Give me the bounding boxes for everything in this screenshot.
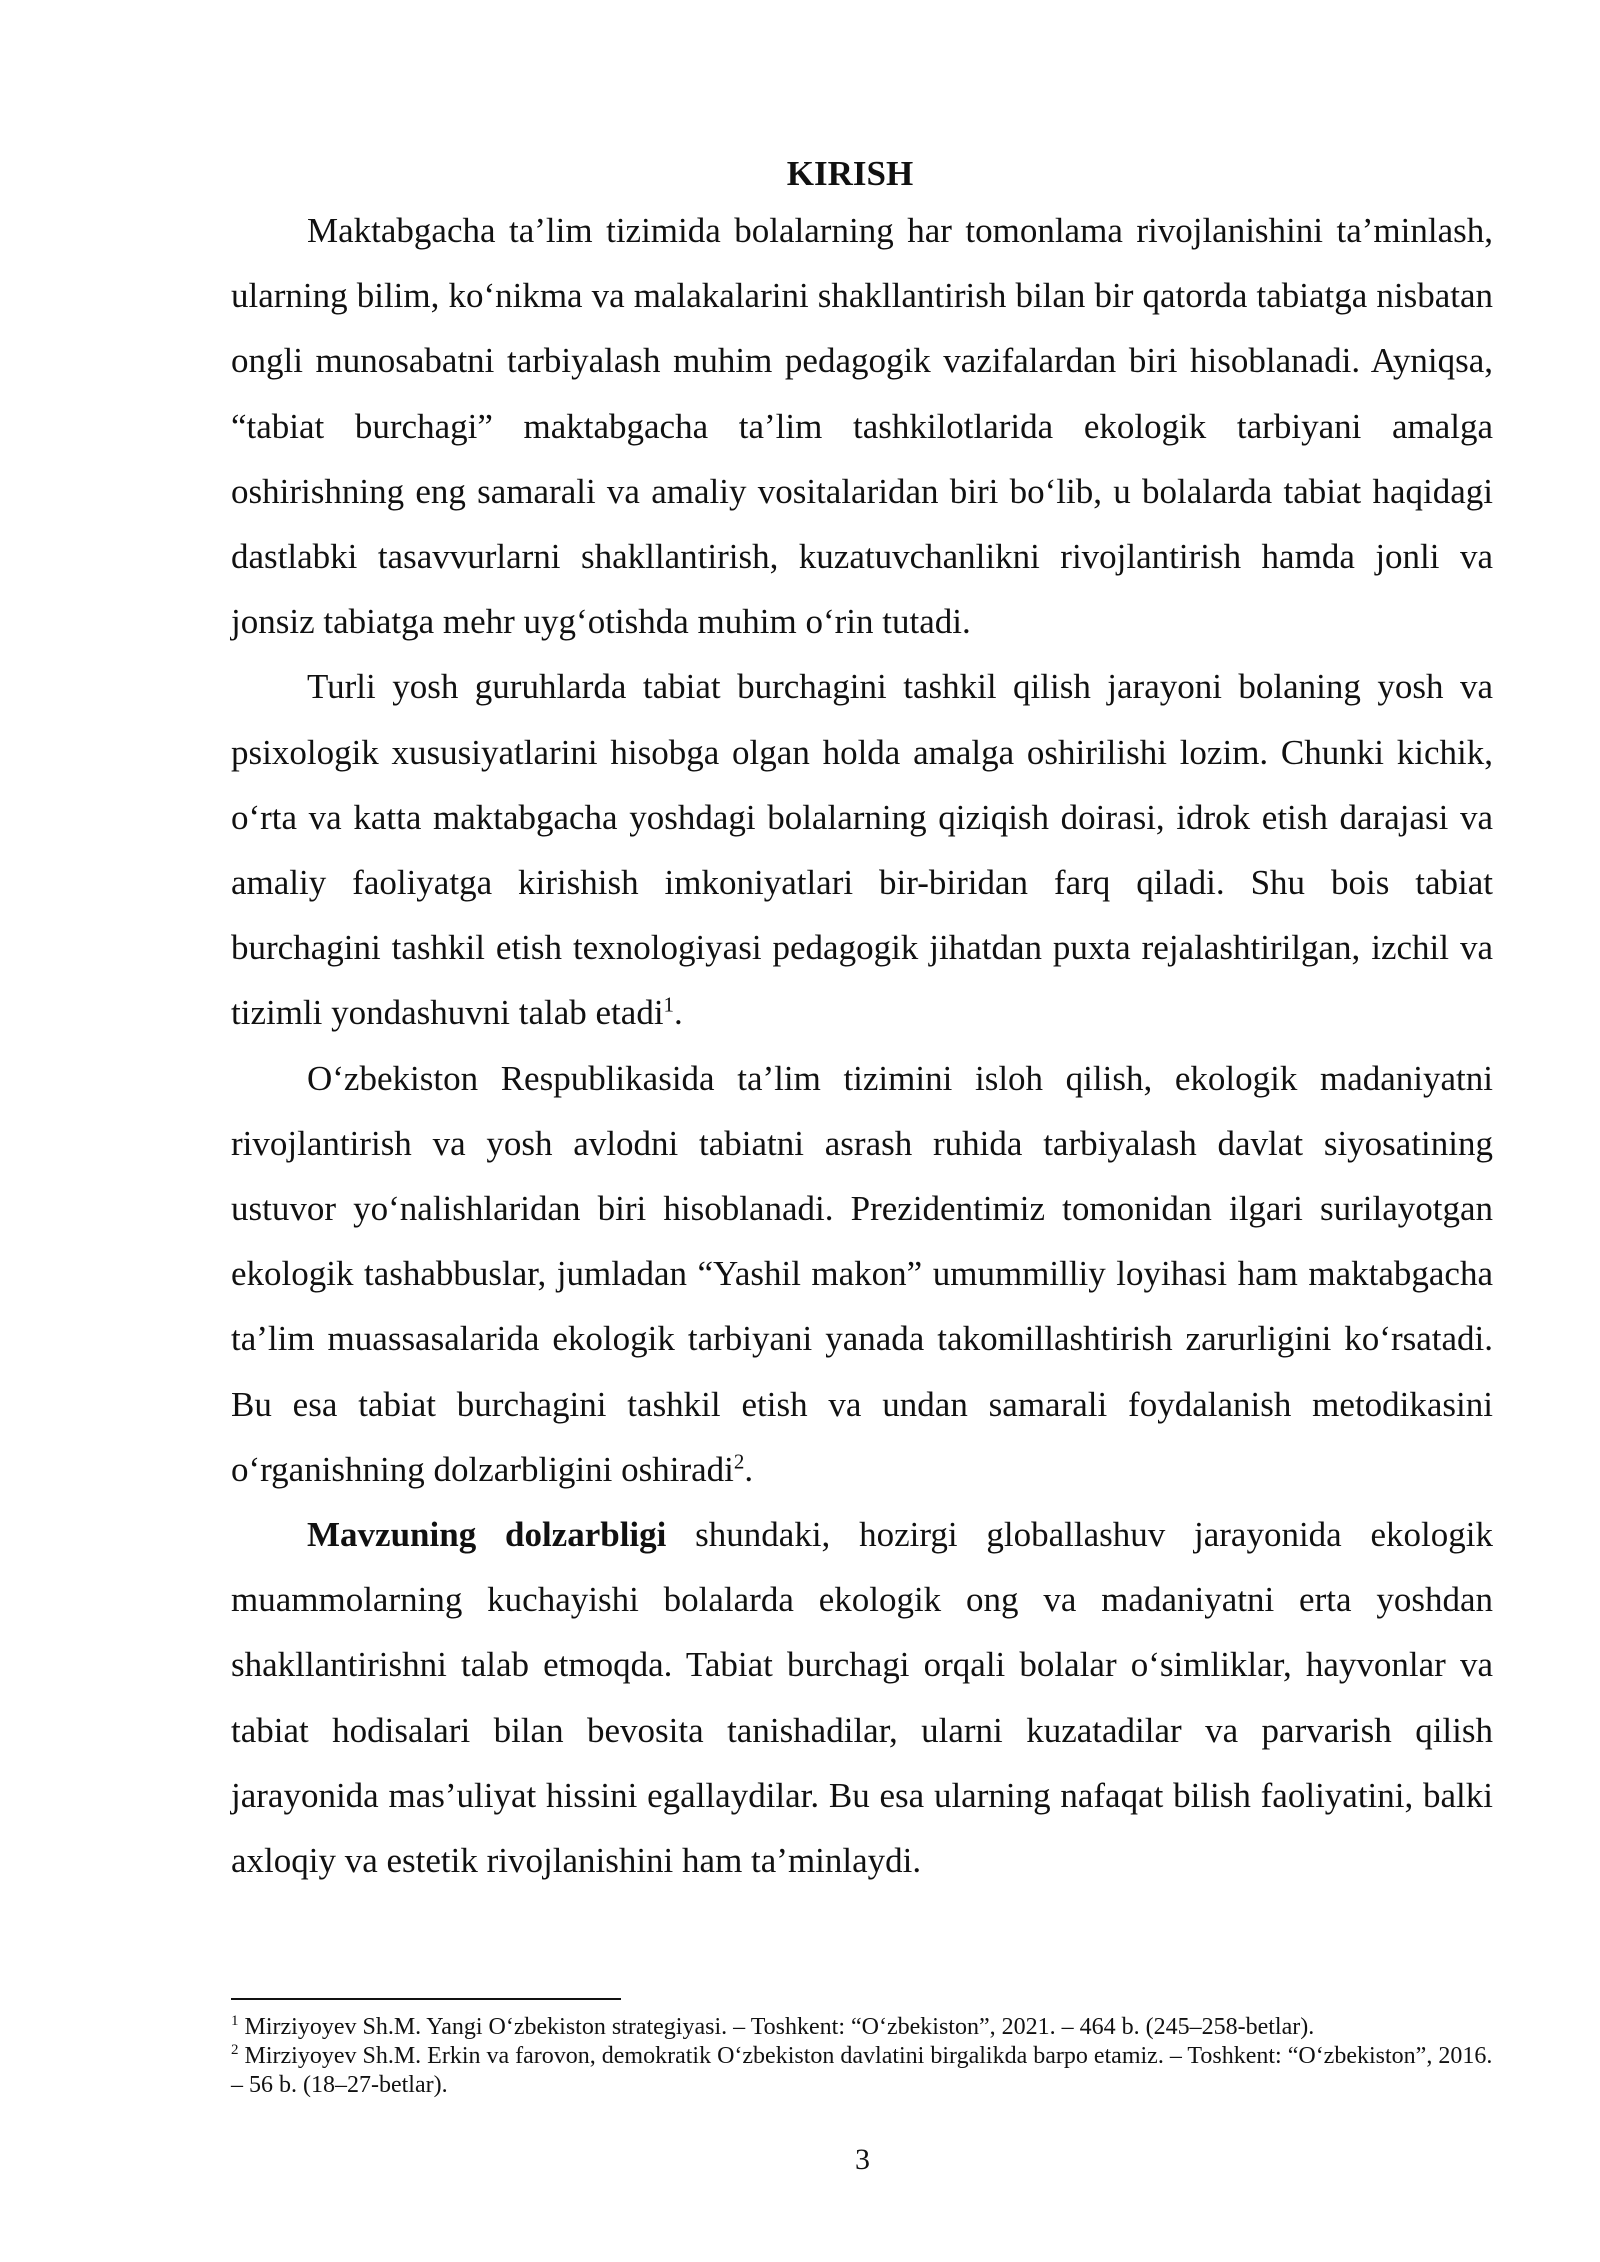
paragraph-text: O‘zbekiston Respublikasida ta’lim tizimini isloh qilish, ekologik madaniyatni rivojlantirish va yosh avlodni tabiatni asrash ruhida tarbiyalash davlat siyosatining ustuvor yo‘nalishlaridan biri hisoblanadi. Prezidentimiz tomonidan ilgari surilayotgan ekologik tashabbuslar, jumladan “Yashil makon” umummilliy loyihasi ham maktabgacha ta’lim muassasalarida ekologik tarbiyani yanada takomillashtirish zarurligini ko‘rsatadi. Bu esa tabiat burchagini tashkil etish va undan samarali foydalanish metodikasini o‘rganishning dolzarbligini oshiradi (231, 1058, 1493, 1489)
footnote-2 (231, 2042, 1493, 2100)
paragraph-text: Maktabgacha ta’lim tizimida bolalarning har tomonlama rivojlanishini ta’minlash, ularning bilim, ko‘nikma va malakalarini shakllantirish bilan bir qatorda tabiatga nisbatan ongli munosabatni tarbiyalash muhim pedagogik vazifalardan biri hisoblanadi. Ayniqsa, “tabiat burchagi” maktabgacha ta’lim tashkilotlarida ekologik tarbiyani amalga oshirishning eng samarali va amaliy vositalaridan biri bo‘lib, u bolalarda tabiat haqidagi dastlabki tasavvurlarni shakllantirish, kuzatuvchanlikni rivojlantirish hamda jonli va jonsiz tabiatga mehr uyg‘otishda muhim o‘rin tutadi. (231, 211, 1493, 642)
footnote-1 (231, 2013, 1493, 2042)
footnote-ref-1[interactable]: 1 (663, 992, 675, 1017)
paragraph-end: . (674, 993, 683, 1033)
footnote-number: 1 (231, 2013, 239, 2029)
page-number: 3 (855, 2143, 870, 2176)
footnote-number: 2 (231, 2042, 239, 2058)
footnote-text: Mirziyoyev Sh.M. Erkin va farovon, demokratik O‘zbekiston davlatini birgalikda barpo etamiz. – Toshkent: “O‘zbekiston”, 2016. – 56 b. (18–27-betlar). (231, 2043, 1493, 2098)
footnote-ref-2[interactable]: 2 (733, 1449, 745, 1474)
paragraph-text: shundaki, hozirgi globallashuv jarayonida ekologik muammolarning kuchayishi bolalarda ekologik ong va madaniyatni erta yoshdan shakllantirishni talab etmoqda. Tabiat burchagi orqali bolalar o‘simliklar, hayvonlar va tabiat hodisalari bilan bevosita tanishadilar, ularni kuzatadilar va parvarish qilish jarayonida mas’uliyat hissini egallaydilar. Bu esa ularning nafaqat bilish faoliyatini, balki axloqiy va estetik rivojlanishini ham ta’minlaydi. (231, 1515, 1493, 1881)
footnote-text: Mirziyoyev Sh.M. Yangi O‘zbekiston strategiyasi. – Toshkent: “O‘zbekiston”, 2021. – 464 b. (245–258-betlar). (244, 2014, 1315, 2040)
footnote-separator (231, 1998, 621, 2000)
paragraph-end: . (744, 1449, 754, 1489)
page-title: KIRISH (786, 154, 914, 193)
footnotes (231, 2013, 1493, 2100)
relevance-lead: Mavzuning dolzarbligi (307, 1515, 667, 1555)
body-text (231, 198, 1493, 1893)
paragraph-age-groups (231, 654, 1493, 1045)
paragraph-policy (231, 1046, 1493, 1502)
paragraph-text: Turli yosh guruhlarda tabiat burchagini tashkil qilish jarayoni bolaning yosh va psixologik xususiyatlarini hisobga olgan holda amalga oshirilishi lozim. Chunki kichik, o‘rta va katta maktabgacha yoshdagi bolalarning qiziqish doirasi, idrok etish darajasi va amaliy faoliyatga kirishish imkoniyatlari bir-biridan farq qiladi. Shu bois tabiat burchagini tashkil etish texnologiyasi pedagogik jihatdan puxta rejalashtirilgan, izchil va tizimli yondashuvni talab etadi (231, 667, 1493, 1033)
paragraph-relevance (231, 1502, 1493, 1893)
paragraph-intro (231, 198, 1493, 654)
